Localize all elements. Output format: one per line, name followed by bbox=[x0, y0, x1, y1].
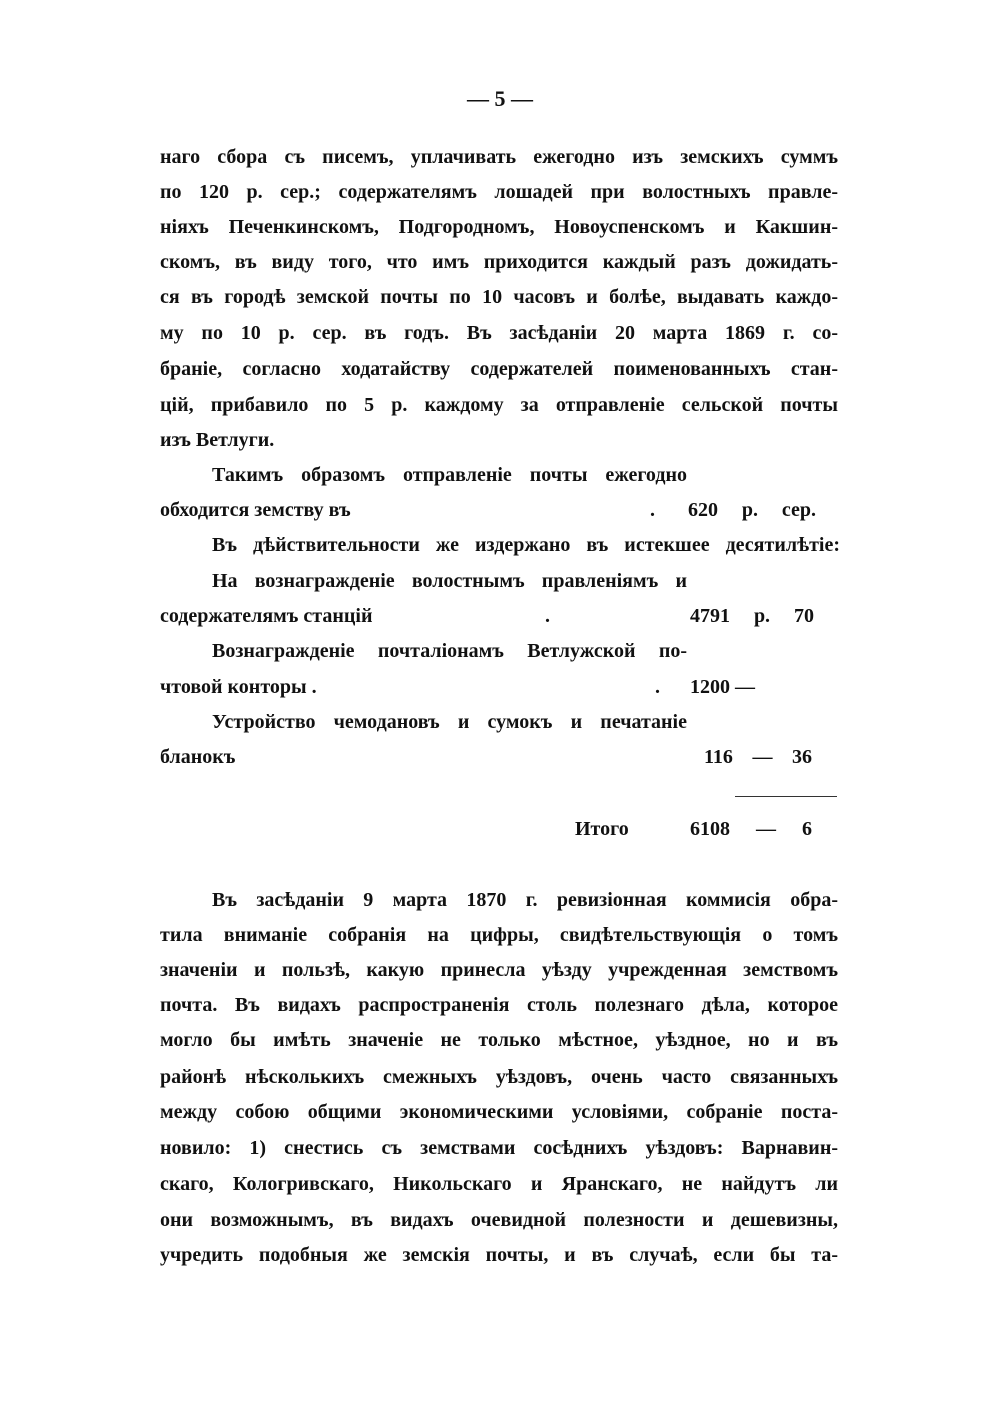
text-line: могло бы имѣть значеніе не только мѣстное, уѣздное, но и въ bbox=[160, 1029, 838, 1051]
sum-rule bbox=[735, 796, 837, 797]
leader-dot: . bbox=[650, 499, 655, 521]
text-line: ніяхъ Печенкинскомъ, Подгородномъ, Новоуспенскомъ и Какшин- bbox=[160, 216, 838, 238]
text-line: тила вниманіе собранія на цифры, свидѣтельствующія о томъ bbox=[160, 924, 838, 946]
summary-line: Въ дѣйствительности же издержано въ истекшее десятилѣтіе: bbox=[212, 534, 840, 556]
text-line: наго сбора съ писемъ, уплачивать ежегодно изъ земскихъ суммъ bbox=[160, 146, 838, 168]
text-line: скомъ, въ виду того, что имъ приходится каждый разъ дожидать- bbox=[160, 251, 838, 273]
text-line: почта. Въ видахъ распространенія столь полезнаго дѣла, которое bbox=[160, 994, 838, 1016]
text-line: они возможнымъ, въ видахъ очевидной полезности и дешевизны, bbox=[160, 1209, 838, 1231]
text-line: изъ Ветлуги. bbox=[160, 429, 275, 451]
expense-label: чтовой конторы . bbox=[160, 676, 317, 698]
text-line: учредить подобныя же земскія почты, и въ случаѣ, если бы та- bbox=[160, 1244, 838, 1266]
leader-dot: . bbox=[545, 605, 550, 627]
summary-line: Такимъ образомъ отправленіе почты ежегодно bbox=[212, 464, 687, 486]
text-line: му по 10 р. сер. въ годъ. Въ засѣданіи 20 марта 1869 г. со- bbox=[160, 322, 838, 344]
page-number: — 5 — bbox=[467, 86, 533, 111]
annual-cost-amount: 620 р. сер. bbox=[688, 499, 816, 521]
text-line: браніе, согласно ходатайству содержателей поименованныхъ стан- bbox=[160, 358, 838, 380]
total-label: Итого bbox=[575, 818, 629, 840]
leader-dot: . bbox=[655, 676, 660, 698]
text-line: по 120 р. сер.; содержателямъ лошадей при волостныхъ правле- bbox=[160, 181, 838, 203]
text-line: скаго, Кологривскаго, Никольскаго и Яранскаго, не найдутъ ли bbox=[160, 1173, 838, 1195]
expense-label: Вознагражденіе почталіонамъ Ветлужской по- bbox=[212, 640, 687, 662]
expense-label: Устройство чемодановъ и сумокъ и печатаніе bbox=[212, 711, 687, 733]
text-line: новило: 1) снестись съ земствами сосѣднихъ уѣздовъ: Варнавин- bbox=[160, 1137, 838, 1159]
text-line: значеніи и пользѣ, какую принесла уѣзду учрежденная земствомъ bbox=[160, 959, 838, 981]
expense-label: содержателямъ станцій bbox=[160, 605, 373, 627]
text-line: между собою общими экономическими условіями, собраніе поста- bbox=[160, 1101, 838, 1123]
expense-label: На вознагражденіе волостнымъ правленіямъ и bbox=[212, 570, 687, 592]
expense-amount: 116 — 36 bbox=[704, 746, 812, 768]
text-line: цій, прибавило по 5 р. каждому за отправленіе сельской почты bbox=[160, 394, 838, 416]
expense-label: бланокъ bbox=[160, 746, 236, 768]
expense-amount: 4791 р. 70 bbox=[690, 605, 814, 627]
summary-line: обходится земству въ bbox=[160, 499, 351, 521]
text-line: ся въ городѣ земской почты по 10 часовъ и болѣе, выдавать каждо- bbox=[160, 286, 838, 308]
expense-amount: 1200 — bbox=[690, 676, 755, 698]
text-line: районѣ нѣсколькихъ смежныхъ уѣздовъ, очень часто связанныхъ bbox=[160, 1066, 838, 1088]
text-line: Въ засѣданіи 9 марта 1870 г. ревизіонная коммисія обра- bbox=[212, 889, 838, 911]
total-amount: 6108 — 6 bbox=[690, 818, 812, 840]
